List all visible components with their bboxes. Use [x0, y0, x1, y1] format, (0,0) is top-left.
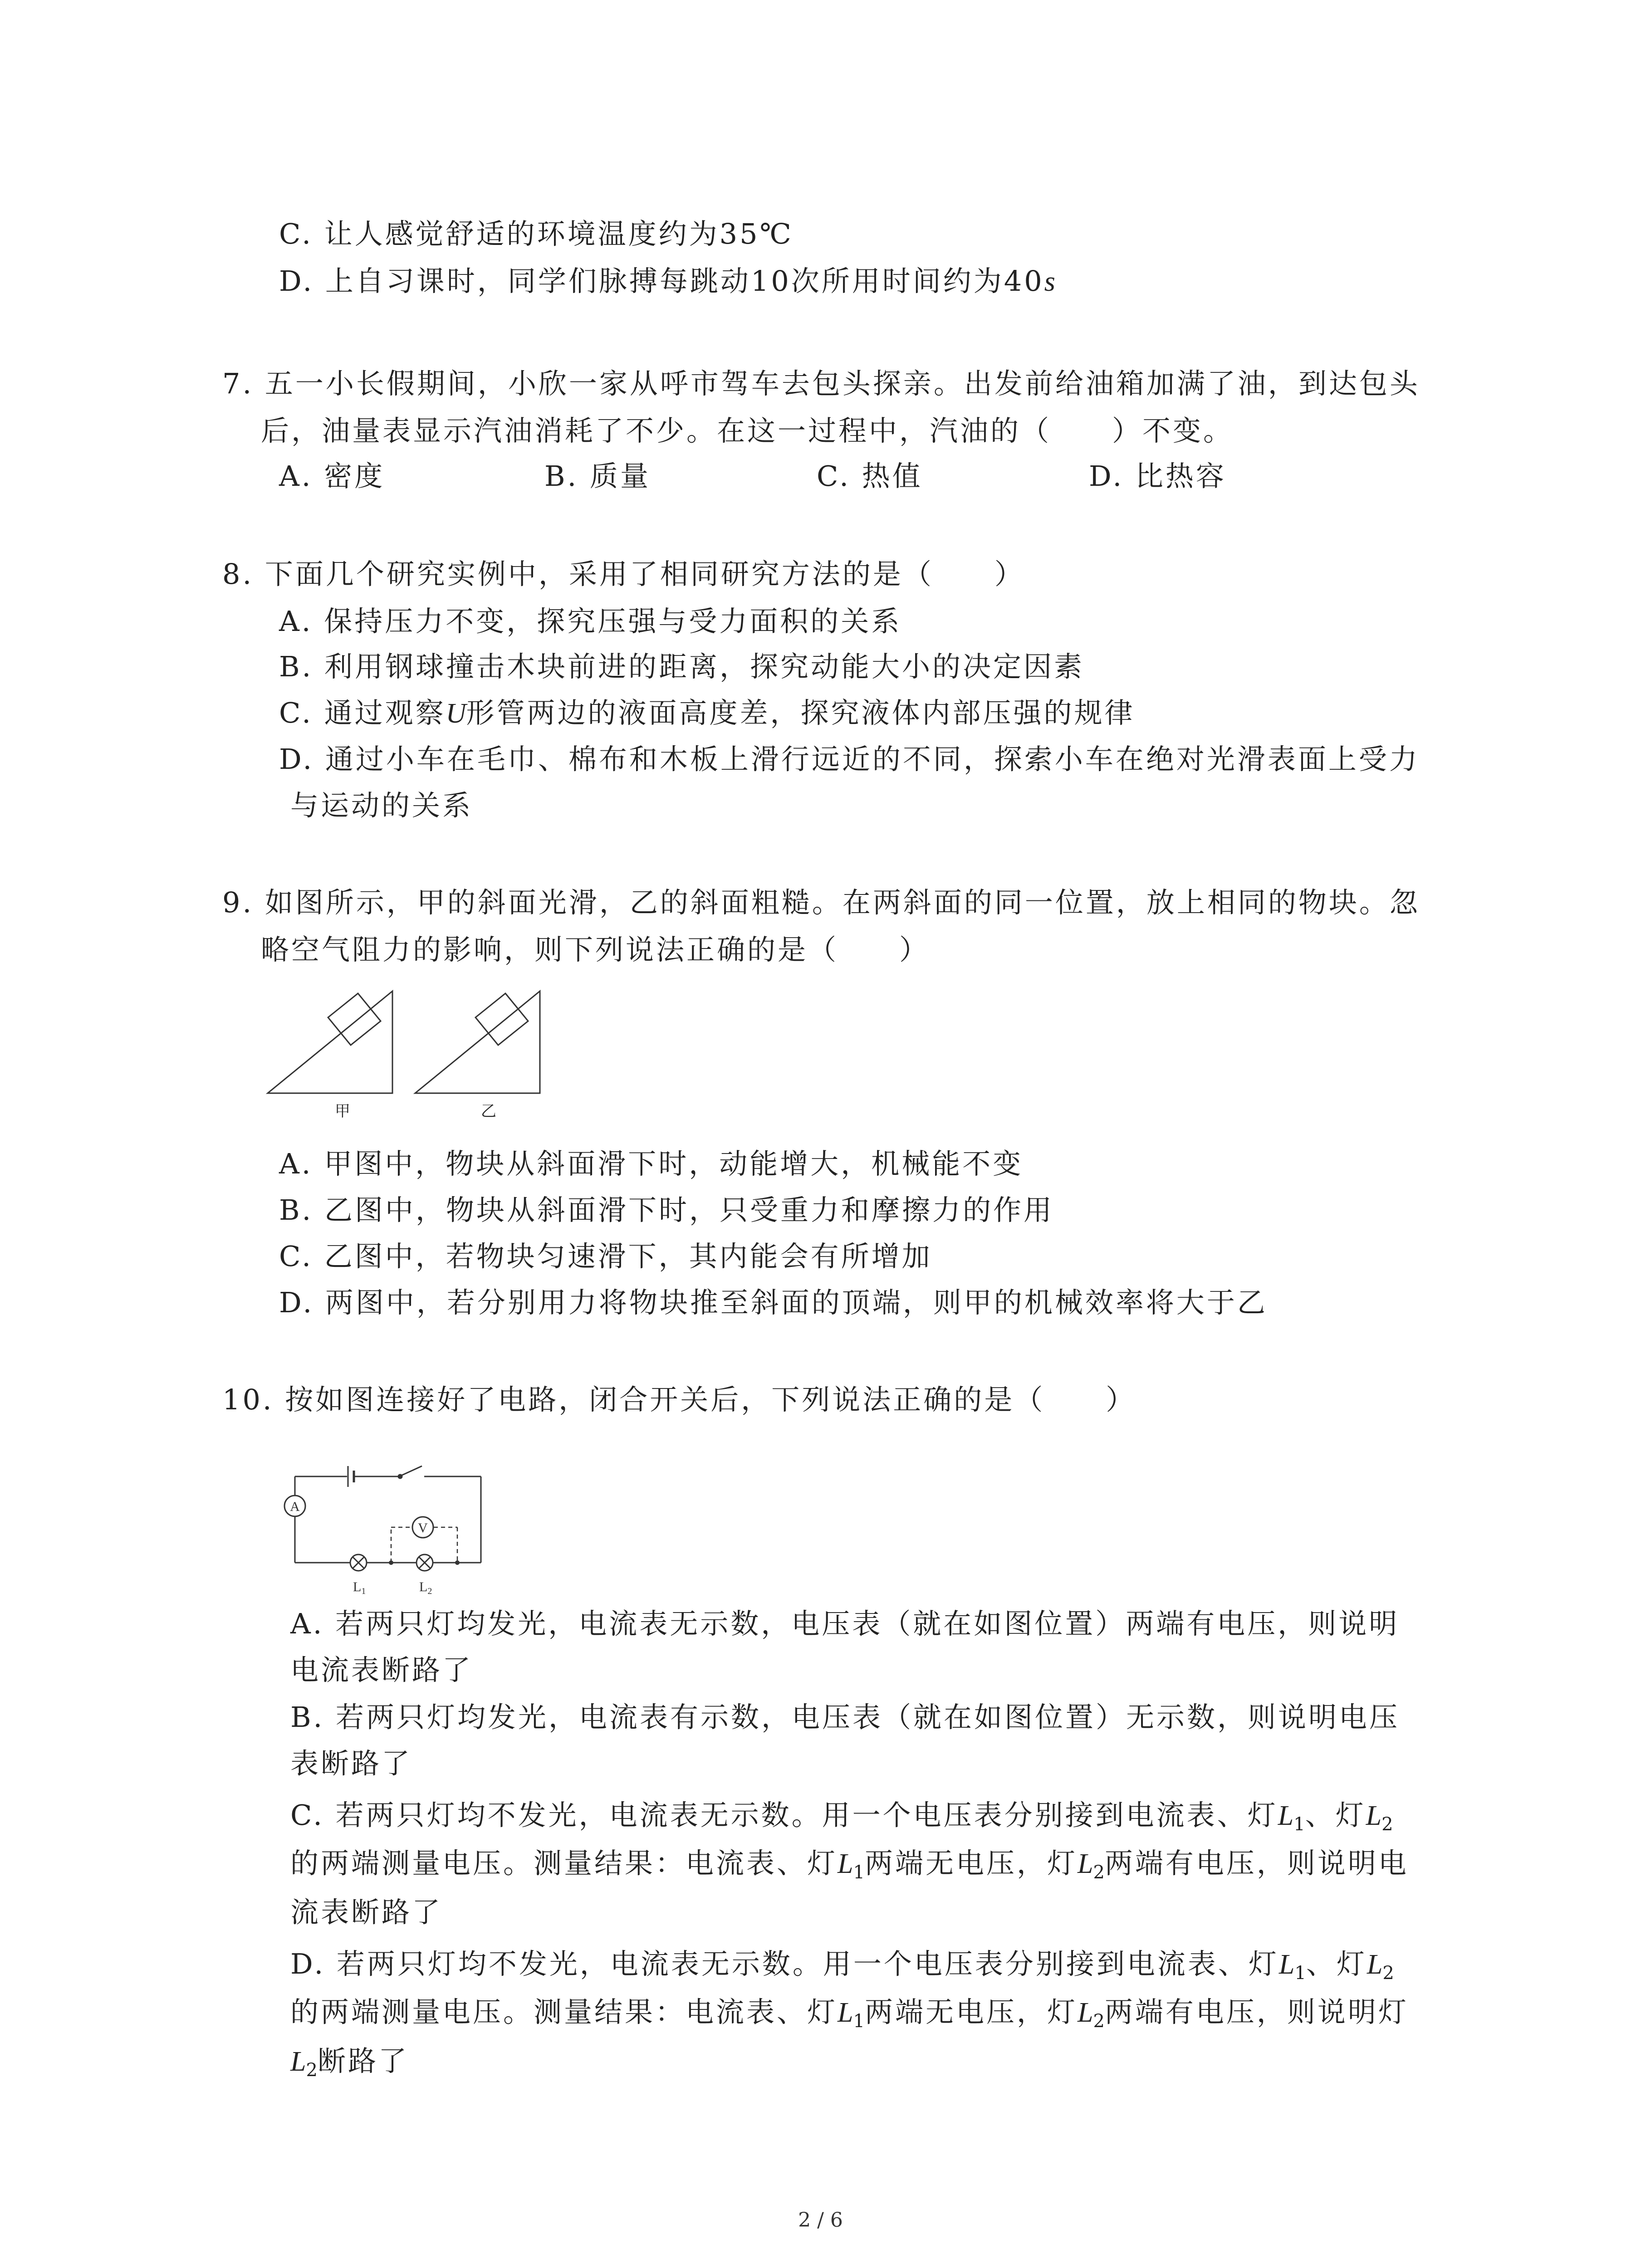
incline-figure: [263, 980, 581, 1134]
q6-option-d: [279, 263, 1055, 300]
incline-right-triangle: [415, 991, 540, 1093]
q10-option-c-text: 两端无电压，灯: [864, 1847, 1078, 1880]
q10-stem: 10. 按如图连接好了电路，闭合开关后，下列说法正确的是（ ）: [222, 1383, 1136, 1416]
q10-option-d-text: 两端无电压，灯: [864, 1995, 1078, 2028]
sub-2: 2: [1093, 1862, 1105, 1883]
q10-option-c-text: 的两端测量电压。测量结果：电流表、灯: [290, 1847, 838, 1880]
q10-option-a-line2: 电流表断路了: [290, 1653, 473, 1686]
figure-label-yi: 乙: [481, 1102, 496, 1120]
q10-option-d-line2: [290, 1994, 1409, 2031]
q7-option-a: A. 密度: [279, 459, 385, 493]
lamp-l1-label: [353, 1579, 366, 1596]
var-l: L: [838, 1848, 853, 1879]
lamp-l1-subscript: 1: [361, 1586, 366, 1596]
junction-dot-right: [455, 1560, 460, 1565]
q9-option-a: A. 甲图中，物块从斜面滑下时，动能增大，机械能不变: [279, 1147, 1024, 1180]
q6-option-d-unit: s: [1044, 266, 1055, 297]
q10-option-b-line2: 表断路了: [290, 1747, 412, 1780]
q9-stem-line2: 略空气阻力的影响，则下列说法正确的是（ ）: [261, 933, 930, 966]
q7-stem-line1: 7. 五一小长假期间，小欣一家从呼市驾车去包头探亲。出发前给油箱加满了油，到达包头: [222, 367, 1420, 400]
sub-1: 1: [853, 1862, 865, 1883]
q10-option-c-text: C. 若两只灯均不发光，电流表无示数。用一个电压表分别接到电流表、灯: [290, 1799, 1278, 1832]
q9-option-c: C. 乙图中，若物块匀速滑下，其内能会有所增加: [279, 1240, 932, 1273]
switch-blade: [401, 1466, 422, 1476]
q10-option-d-text: 两端有电压，则说明灯: [1104, 1995, 1409, 2028]
var-l: L: [290, 2046, 306, 2077]
incline-rough-right: [415, 991, 540, 1093]
q8-option-c: [279, 695, 1135, 732]
q7-option-c: C. 热值: [817, 459, 923, 493]
sub-2: 2: [1381, 1814, 1393, 1835]
lamp-l2-letter: L: [419, 1579, 428, 1594]
sub-2: 2: [1093, 2011, 1105, 2032]
q9-option-b: B. 乙图中，物块从斜面滑下时，只受重力和摩擦力的作用: [279, 1193, 1054, 1227]
var-l: L: [838, 1997, 853, 2028]
q9-stem-line1: 9. 如图所示，甲的斜面光滑，乙的斜面粗糙。在两斜面的同一位置，放上相同的物块。忽: [222, 886, 1420, 919]
q7-option-b: B. 质量: [544, 459, 651, 493]
var-l: L: [1366, 1800, 1382, 1831]
q8-option-c-var: U: [446, 698, 466, 729]
q7-stem-line2: 后，油量表显示汽油消耗了不少。在这一过程中，汽油的（ ）不变。: [261, 414, 1234, 447]
junction-dot-left: [389, 1560, 393, 1565]
var-l: L: [1367, 1949, 1383, 1980]
q10-option-d-line1: [290, 1946, 1394, 1983]
q10-option-c-text: 两端有电压，则说明电: [1104, 1847, 1409, 1880]
var-l: L: [1077, 1997, 1093, 2028]
q9-option-d: D. 两图中，若分别用力将物块推至斜面的顶端，则甲的机械效率将大于乙: [279, 1286, 1268, 1319]
q6-option-d-text: D. 上自习课时，同学们脉搏每跳动10次所用时间约为40: [279, 264, 1044, 298]
q10-option-b-line1: B. 若两只灯均发光，电流表有示数，电压表（就在如图位置）无示数，则说明电压: [290, 1701, 1400, 1734]
q8-stem: 8. 下面几个研究实例中，采用了相同研究方法的是（ ）: [222, 557, 1025, 591]
separator: 、: [1305, 1799, 1336, 1832]
separator: 、: [1306, 1947, 1337, 1980]
q10-option-a-line1: A. 若两只灯均发光，电流表无示数，电压表（就在如图位置）两端有电压，则说明: [290, 1607, 1400, 1640]
q8-option-d-line2: 与运动的关系: [290, 789, 473, 822]
sub-1: 1: [1293, 1814, 1305, 1835]
q7-option-d: D. 比热容: [1089, 459, 1226, 493]
sub-1: 1: [1294, 1963, 1306, 1984]
q10-option-c-line2: [290, 1845, 1409, 1882]
page-number: 2 / 6: [798, 2209, 843, 2232]
voltmeter-symbol: V: [418, 1520, 428, 1535]
lamp-word: 灯: [1336, 1947, 1367, 1980]
sub-1: 1: [853, 2011, 865, 2032]
q8-option-d-line1: D. 通过小车在毛巾、棉布和木板上滑行远近的不同，探索小车在绝对光滑表面上受力: [279, 743, 1420, 776]
sub-2: 2: [306, 2060, 318, 2081]
q8-option-b: B. 利用钢球撞击木块前进的距离，探究动能大小的决定因素: [279, 650, 1084, 683]
lamp-l2-label: [419, 1579, 432, 1596]
q10-option-d-text: 断路了: [317, 2044, 409, 2077]
sub-2: 2: [1382, 1963, 1394, 1984]
lamp-word: 灯: [1335, 1799, 1366, 1832]
q10-option-d-text: D. 若两只灯均不发光，电流表无示数。用一个电压表分别接到电流表、灯: [290, 1947, 1279, 1980]
var-l: L: [1278, 1800, 1294, 1831]
lamp-l2-subscript: 2: [427, 1586, 432, 1596]
q6-option-c: C. 让人感觉舒适的环境温度约为35℃: [279, 217, 794, 250]
q10-option-c-line1: [290, 1797, 1393, 1834]
var-l: L: [1077, 1848, 1093, 1879]
incline-left-triangle: [268, 991, 392, 1093]
lamp-l1-letter: L: [353, 1579, 362, 1594]
circuit-diagram: [272, 1461, 490, 1606]
incline-smooth-left: [268, 991, 392, 1093]
q10-option-d-text: 的两端测量电压。测量结果：电流表、灯: [290, 1995, 838, 2028]
q8-option-a: A. 保持压力不变，探究压强与受力面积的关系: [279, 605, 902, 638]
figure-label-jia: 甲: [335, 1102, 350, 1120]
var-l: L: [1279, 1949, 1295, 1980]
q8-option-c-post: 形管两边的液面高度差，探究液体内部压强的规律: [466, 696, 1135, 729]
ammeter-symbol: A: [290, 1499, 300, 1514]
q8-option-c-pre: C. 通过观察: [279, 696, 446, 729]
q10-option-c-line3: 流表断路了: [290, 1896, 443, 1929]
q10-option-d-line3: [290, 2043, 409, 2080]
